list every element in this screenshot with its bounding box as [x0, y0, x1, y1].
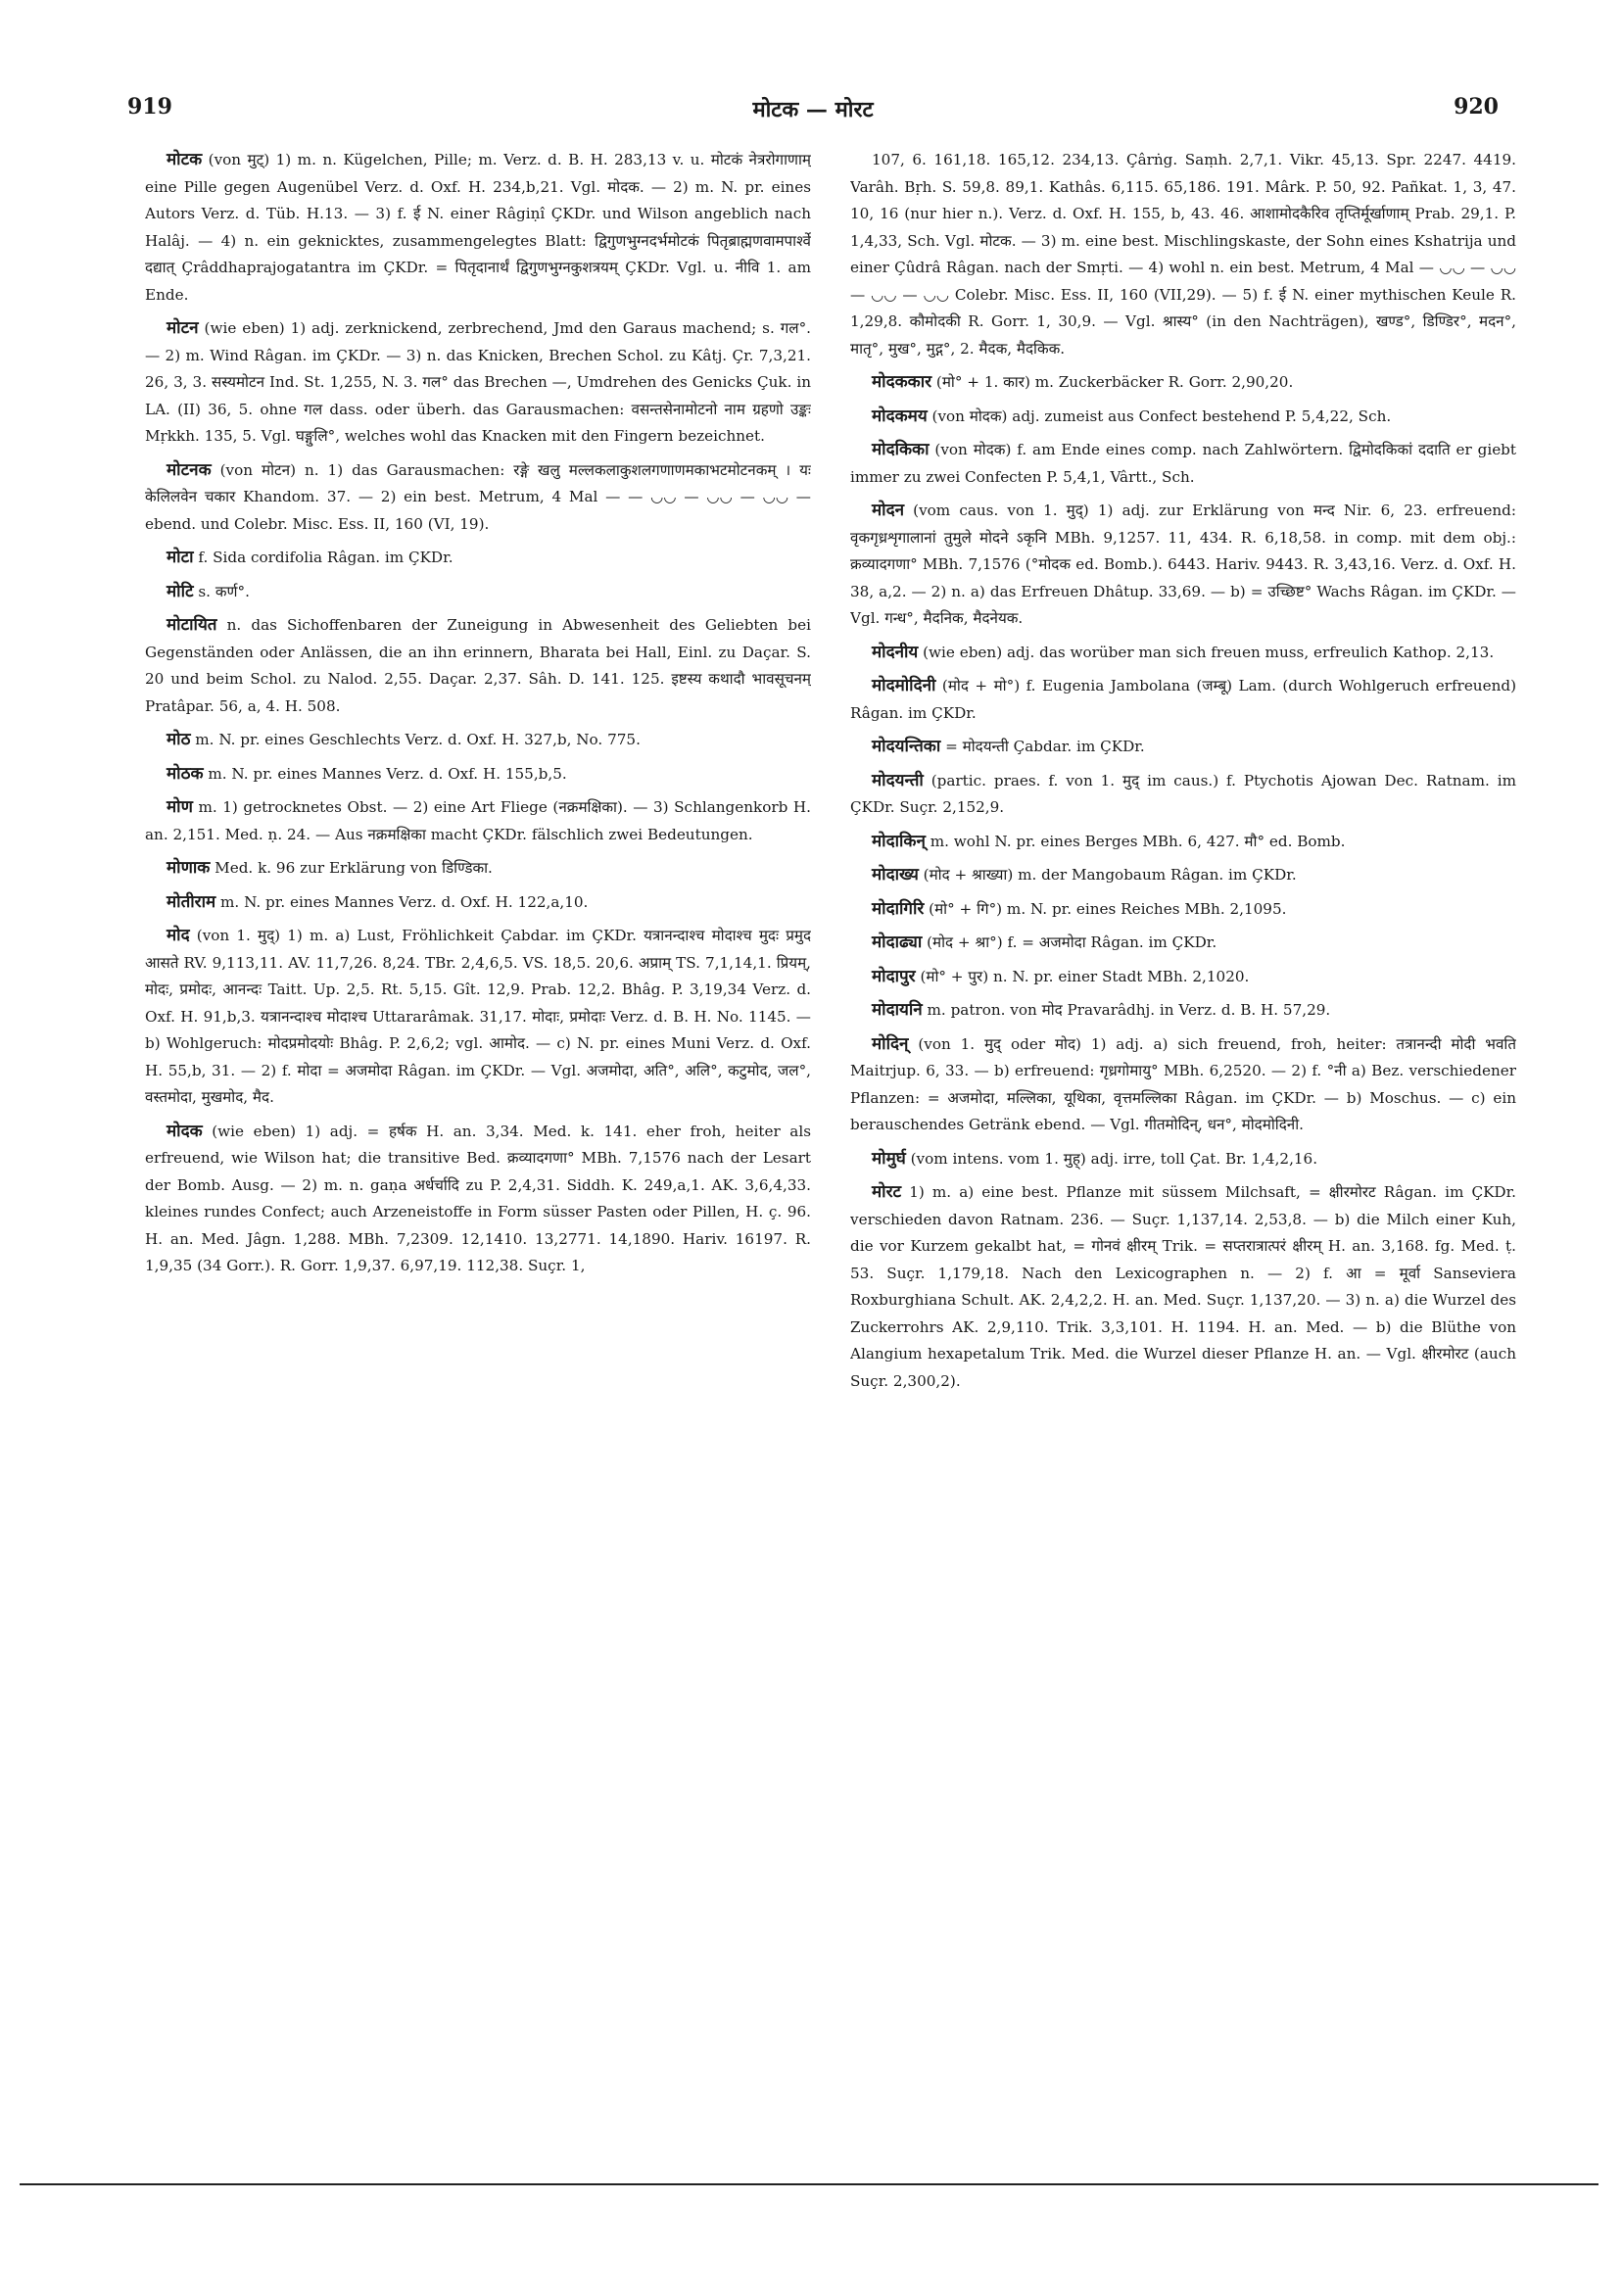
entry-headword: मोदिन्: [872, 1033, 909, 1054]
entry-text: (मो° + 1. कार) m. Zuckerbäcker R. Gorr. 2,90,20.: [935, 373, 1294, 391]
entry-headword: मोणाक: [167, 858, 211, 878]
entry-headword: मोदयन्तिका: [872, 737, 941, 756]
dictionary-entry: [850, 768, 1516, 822]
entry-text: m. N. pr. eines Mannes Verz. d. Oxf. H. 155,b,5.: [208, 764, 567, 783]
entry-headword: मोटि: [167, 581, 194, 601]
dictionary-entry: [850, 896, 1516, 924]
dictionary-entry: [145, 889, 811, 917]
dictionary-entry: [850, 1179, 1516, 1395]
dictionary-entry: [850, 829, 1516, 856]
entry-headword: मोटनक: [167, 459, 212, 480]
entry-text: m. N. pr. eines Mannes Verz. d. Oxf. H. 122,a,10.: [220, 892, 589, 911]
entry-text: 1) m. a) eine best. Pflanze mit süssem Milchsaft, = क्षीरमोरट Râgan. im ÇKDr. verschieden davon Ratnam. 236. — Suçr. 1,137,14. 2,53,8. — b) die Milch einer Kuh, die vor Kurzem gekalbt hat, = गोनवं क्षीरम् Trik. = सप्तरात्रात्परं क्षीरम् H. an. 3,168. fg. Med. ṭ. 53. Suçr. 1,179,18. Nach den Lexicographen n. — 2) f. आ = मूर्वा Sanseviera Roxburghiana Schult. AK. 2,4,2,2. H. an. Med. Suçr. 1,137,20. — 3) n. a) die Wurzel des Zuckerrohrs AK. 2,9,110. Trik. 3,3,101. H. 1194. H. an. Med. — b) die Blüthe von Alangium hexapetalum Trik. Med. die Wurzel dieser Pflanze H. an. — Vgl. क्षीरमोरट (auch Suçr. 2,300,2).: [850, 1183, 1516, 1390]
entry-headword: मोठक: [167, 763, 204, 784]
entry-headword: मोदककार: [872, 372, 932, 392]
entry-headword: मोतीराम: [167, 891, 216, 912]
entry-text: m. wohl N. pr. eines Berges MBh. 6, 427. मौ° ed. Bomb.: [930, 832, 1346, 850]
dictionary-entry: [850, 369, 1516, 397]
left-column: [145, 147, 811, 2126]
dictionary-entry: [850, 930, 1516, 957]
dictionary-entry: [850, 640, 1516, 667]
entry-headword: मोण: [167, 797, 193, 817]
dictionary-entry: [850, 997, 1516, 1025]
entry-text: (partic. praes. f. von 1. मुद् im caus.) f. Ptychotis Ajowan Dec. Ratnam. im ÇKDr. Suçr. 2,152,9.: [850, 771, 1516, 816]
entry-headword: मोटा: [167, 548, 194, 567]
dictionary-entry: [145, 545, 811, 572]
entry-text: (मोद + श्राख्या) m. der Mangobaum Râgan. im ÇKDr.: [923, 866, 1297, 884]
dictionary-entry: [145, 923, 811, 1112]
entry-headword: मोटायित: [167, 615, 217, 635]
dictionary-entry: [145, 457, 811, 539]
entry-text: f. Sida cordifolia Râgan. im ÇKDr.: [198, 549, 453, 566]
entry-text: (wie eben) 1) adj. = हर्षक H. an. 3,34. Med. k. 141. eher froh, heiter als erfreuend, wie Wilson hat; die transitive Bed. क्रव्यादगणा° MBh. 7,1576 nach der Lesart der Bomb. Ausg. — 2) m. n. gaṇa अर्धर्चादि zu P. 2,4,31. Siddh. K. 249,a,1. AK. 3,6,4,33. kleines rundes Confect; auch Arzeneistoffe in Form süsser Pasten oder Pillen, H. ç. 96. H. an. Med. Jâgn. 1,288. MBh. 7,2309. 12,1410. 13,2771. 14,1890. Hariv. 16197. R. 1,9,35 (34 Gorr.). R. Gorr. 1,9,37. 6,97,19. 112,38. Suçr. 1,: [145, 1122, 811, 1274]
entry-headword: मोदापुर: [872, 966, 916, 986]
entry-headword: मोटन: [167, 318, 199, 338]
entry-headword: मोदकिका: [872, 440, 930, 459]
dictionary-entry: [850, 862, 1516, 889]
entry-text: (von मोदक) adj. zumeist aus Confect bestehend P. 5,4,22, Sch.: [931, 407, 1392, 425]
dictionary-entry: [850, 147, 1516, 362]
dictionary-entry: [850, 1146, 1516, 1173]
entry-headword: मोमुर्घ: [872, 1148, 906, 1169]
entry-text: (wie eben) adj. das worüber man sich freuen muss, erfreulich Kathop. 2,13.: [923, 643, 1495, 661]
entry-text: (von मुट्) 1) m. n. Kügelchen, Pille; m. Verz. d. B. H. 283,13 v. u. मोटकं नेत्ररोगाणाम् eine Pille gegen Augenübel Verz. d. Oxf. H. 234,b,21. Vgl. मोदक. — 2) m. N. pr. eines Autors Verz. d. Tüb. H.13. — 3) f. ई N. einer Râgiṇî ÇKDr. und Wilson angeblich nach Halâj. — 4) n. ein geknicktes, zusammengelegtes Blatt: द्विगुणभुग्नदर्भमोटकं पितृब्राह्मणवामपार्श्वे दद्यात् Çrâddhaprajogatantra im ÇKDr. = पितृदानार्थं द्विगुणभुग्नकुशत्रयम् ÇKDr. Vgl. u. नीवि 1. am Ende.: [145, 151, 811, 304]
entry-text: (von मोदक) f. am Ende eines comp. nach Zahlwörtern. द्विमोदकिकां ददाति er giebt immer zu zwei Confecten P. 5,4,1, Vârtt., Sch.: [850, 441, 1516, 486]
dictionary-entry: [145, 147, 811, 309]
entry-headword: मोदक: [167, 1121, 203, 1141]
entry-text: (von 1. मुद्) 1) m. a) Lust, Fröhlichkeit Çabdar. im ÇKDr. यत्रानन्दाश्च मोदाश्च मुदः प्रमुद आसते RV. 9,113,11. AV. 11,7,26. 8,24. TBr. 2,4,6,5. VS. 18,5. 20,6. अप्राम् TS. 7,1,14,1. प्रियम्, मोदः, प्रमोदः, आनन्दः Taitt. Up. 2,5. Rt. 5,15. Gît. 12,9. Prab. 12,2. Bhâg. P. 3,19,34 Verz. d. Oxf. H. 91,b,3. यत्रानन्दाश्च मोदाश्च Uttararâmak. 31,17. मोदाः, प्रमोदाः Verz. d. B. H. No. 1145. — b) Wohlgeruch: मोदप्रमोदयोः Bhâg. P. 2,6,2; vgl. आमोद. — c) N. pr. eines Muni Verz. d. Oxf. H. 55,b, 31. — 2) f. मोदा = अजमोदा Râgan. im ÇKDr. — Vgl. अजमोदा, अति°, अलि°, कटुमोद, जल°, वस्तमोदा, मुखमोद, मैद.: [145, 927, 811, 1106]
entry-text: 107, 6. 161,18. 165,12. 234,13. Çârṅg. Saṃh. 2,7,1. Vikr. 45,13. Spr. 2247. 4419. Varâh. Bṛh. S. 59,8. 89,1. Kathâs. 6,115. 65,186. 191. Mârk. P. 50, 92. Pañkat. 1, 3, 47. 10, 16 (nur hier n.). Verz. d. Oxf. H. 155, b, 43. 46. आशामोदकैरिव तृप्तिर्मूर्खाणाम् Prab. 29,1. P. 1,4,33, Sch. Vgl. मोटक. — 3) m. eine best. Mischlingskaste, der Sohn eines Kshatrija und einer Çûdrâ Râgan. nach der Smṛti. — 4) wohl n. ein best. Metrum, 4 Mal — ◡◡ — ◡◡ — ◡◡ — ◡◡ Colebr. Misc. Ess. II, 160 (VII,29). — 5) f. ई N. einer mythischen Keule R. 1,29,8. कौमोदकी R. Gorr. 1, 30,9. — Vgl. श्रास्य° (in den Nachträgen), खण्ड°, डिण्डिर°, मदन°, मातृ°, मुख°, मुद्ग°, 2. मैदक, मैदकिक.: [850, 151, 1516, 358]
page-number-left: 919: [127, 94, 172, 120]
running-title: मोटक — मोरट: [752, 97, 874, 122]
dictionary-entry: [145, 612, 811, 720]
entry-text: (मोद + मो°) f. Eugenia Jambolana (जम्बू) Lam. (durch Wohlgeruch erfreuend) Râgan. im ÇKDr.: [850, 677, 1516, 722]
dictionary-entry: [145, 579, 811, 606]
dictionary-entry: [850, 498, 1516, 633]
entry-text: (मो° + पुर) n. N. pr. einer Stadt MBh. 2,1020.: [920, 967, 1250, 985]
entry-headword: मोद: [167, 926, 190, 945]
entry-text: (wie eben) 1) adj. zerknickend, zerbrechend, Jmd den Garaus machend; s. गल°. — 2) m. Wind Râgan. im ÇKDr. — 3) n. das Knicken, Brechen Schol. zu Kâtj. Çr. 7,3,21. 26, 3, 3. सस्यमोटन Ind. St. 1,255, N. 3. गल° das Brechen —, Umdrehen des Genicks Çuk. in LA. (II) 36, 5. ohne गल dass. oder überh. das Garausmachen: वसन्तसेनामोटनो नाम ग्रहणो उङ्कः Mṛkkh. 135, 5. Vgl. घङ्गुलि°, welches wohl das Knacken mit den Fingern bezeichnet.: [145, 319, 811, 445]
dictionary-entry: [145, 315, 811, 451]
entry-text: (मो° + गि°) m. N. pr. eines Reiches MBh. 2,1095.: [929, 899, 1287, 918]
entry-headword: मोठ: [167, 730, 191, 749]
entry-text: Med. k. 96 zur Erklärung von डिण्डिका.: [215, 859, 493, 877]
entry-headword: मोदनीय: [872, 642, 919, 662]
dictionary-entry: [850, 437, 1516, 491]
entry-headword: मोदकमय: [872, 406, 928, 426]
page-header: [127, 94, 1499, 133]
entry-headword: मोदाढ्या: [872, 933, 923, 952]
dictionary-entry: [145, 1119, 811, 1280]
entry-headword: मोदमोदिनी: [872, 676, 936, 695]
entry-text: = मोदयन्ती Çabdar. im ÇKDr.: [945, 738, 1145, 755]
dictionary-entry: [850, 964, 1516, 991]
entry-text: m. N. pr. eines Geschlechts Verz. d. Oxf. H. 327,b, No. 775.: [195, 731, 641, 748]
entry-headword: मोदायनि: [872, 1000, 923, 1020]
dictionary-entry: [850, 404, 1516, 431]
entry-text: (vom caus. von 1. मुद्) 1) adj. zur Erklärung von मन्द Nir. 6, 23. erfreuend: वृकगृध्रशृगालानां तुमुले मोदने ऽकृनि MBh. 9,1257. 11, 434. R. 6,18,58. in comp. mit dem obj.: क्रव्यादगणा° MBh. 7,1576 (°मोदक ed. Bomb.). 6443. Hariv. 9443. R. 3,43,16. Verz. d. Oxf. H. 38, a,2. — 2) n. a) das Erfreuen Dhâtup. 33,69. — b) = उच्छिष्ट° Wachs Râgan. im ÇKDr. — Vgl. गन्ध°, मैदनिक, मैदनेयक.: [850, 502, 1516, 627]
entry-headword: मोदाख्य: [872, 865, 919, 885]
dictionary-entry: [850, 673, 1516, 727]
dictionary-entry: [145, 855, 811, 883]
bottom-rule: [20, 2183, 1598, 2185]
dictionary-entry: [145, 761, 811, 789]
entry-text: (मोद + श्रा°) f. = अजमोदा Râgan. im ÇKDr.: [927, 933, 1217, 951]
entry-text: (von 1. मुद् oder मोद) 1) adj. a) sich freuend, froh, heiter: तत्रानन्दी मोदी भवति Maitrjup. 6, 33. — b) erfreuend: गृध्रगोमायु° MBh. 6,2520. — 2) f. °नी a) Bez. verschiedener Pflanzen: = अजमोदा, मल्लिका, यूथिका, वृत्तमल्लिका Râgan. im ÇKDr. — b) Moschus. — c) ein berauschendes Getränk ebend. — Vgl. गीतमोदिन्, धन°, मोदमोदिनी.: [850, 1034, 1516, 1133]
dictionary-entry: [145, 794, 811, 848]
entry-headword: मोदाकिन्: [872, 831, 926, 851]
entry-text: n. das Sichoffenbaren der Zuneigung in Abwesenheit des Geliebten bei Gegenständen oder Anlässen, die an ihn erinnern, Bharata bei Hall, Einl. zu Daçar. S. 20 und beim Schol. zu Nalod. 2,55. Daçar. 2,37. Sâh. D. 141. 125. इष्टस्य कथादौ भावसूचनम् Pratâpar. 56, a, 4. H. 508.: [145, 616, 811, 715]
entry-headword: मोदन: [872, 501, 905, 520]
entry-text: s. कर्ण°.: [198, 582, 250, 600]
entry-headword: मोरट: [872, 1182, 902, 1202]
dictionary-entry: [850, 734, 1516, 761]
dictionary-entry: [145, 727, 811, 754]
entry-text: m. patron. von मोद Pravarâdhj. in Verz. d. B. H. 57,29.: [927, 1001, 1331, 1019]
entry-headword: मोदागिरि: [872, 898, 925, 919]
entry-text: m. 1) getrocknetes Obst. — 2) eine Art Fliege (नक्रमक्षिका). — 3) Schlangenkorb H. an. 2,151. Med. ṇ. 24. — Aus नक्रमक्षिका macht ÇKDr. fälschlich zwei Bedeutungen.: [145, 798, 811, 843]
entry-headword: मोटक: [167, 150, 203, 169]
entry-text: (vom intens. vom 1. मुह्) adj. irre, toll Çat. Br. 1,4,2,16.: [910, 1149, 1318, 1168]
entry-text: (von मोटन) n. 1) das Garausmachen: रङ्गे खलु मल्लकलाकुशलगणाणमकाभटमोटनकम् । यः केलिलवेन चकार Khandom. 37. — 2) ein best. Metrum, 4 Mal — — ◡◡ — ◡◡ — ◡◡ — ebend. und Colebr. Misc. Ess. II, 160 (VI, 19).: [145, 460, 811, 533]
dictionary-entry: [850, 1031, 1516, 1139]
page-number-right: 920: [1454, 94, 1499, 120]
right-column: [850, 147, 1516, 2126]
entry-headword: मोदयन्ती: [872, 770, 924, 790]
